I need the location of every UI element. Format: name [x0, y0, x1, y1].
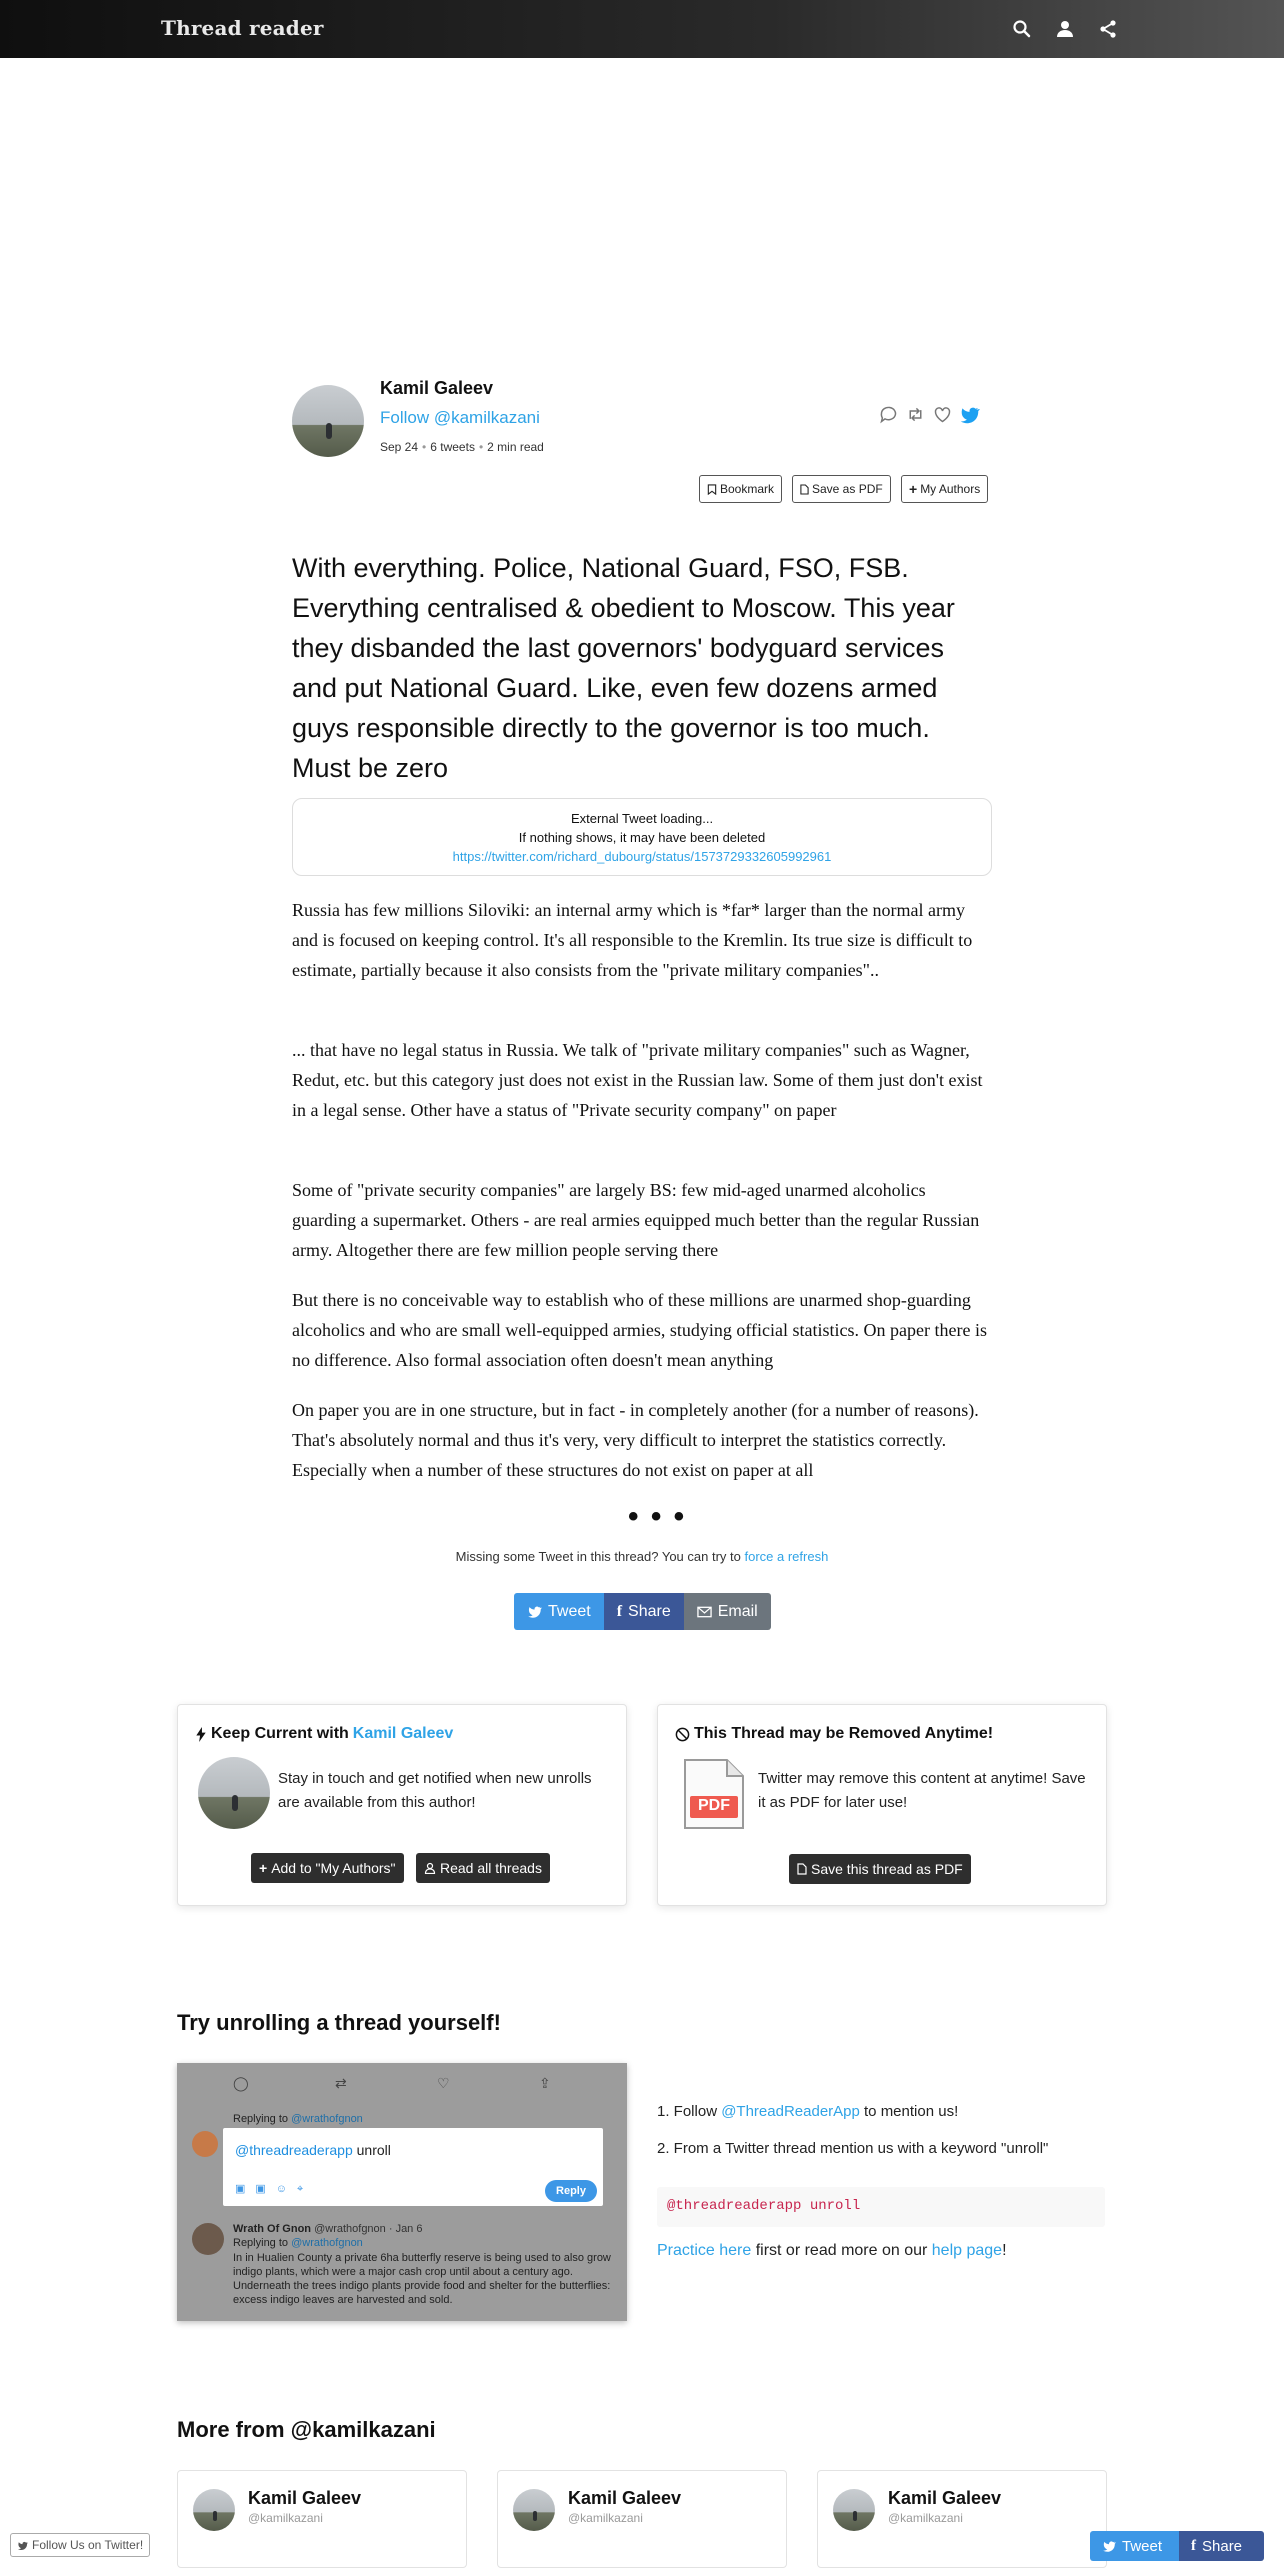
unroll-steps	[657, 2101, 1048, 2175]
thread-lead-tweet: With everything. Police, National Guard, FSO, FSB. Everything centralised & obedient to Moscow. This year they disbanded the last governors' bodyguard services and put National Guard. Like, even few dozens armed guys responsible directly to the governor is too much. Must be zero	[292, 553, 955, 783]
envelope-icon	[697, 1606, 712, 1618]
reply-icon[interactable]	[878, 404, 899, 430]
search-icon[interactable]	[1010, 17, 1034, 41]
thread-date: Sep 24	[380, 440, 419, 454]
tweet-actions	[878, 404, 980, 430]
author-name-link[interactable]: Kamil Galeev	[352, 1725, 454, 1742]
reply-icon: ◯	[233, 2075, 249, 2091]
top-navbar	[0, 0, 1284, 58]
facebook-icon: f	[1191, 2537, 1196, 2554]
thread-meta: Sep 24 • 6 tweets • 2 min read	[380, 440, 544, 454]
pdf-label: PDF	[698, 1797, 730, 1814]
help-page-link[interactable]: help page	[931, 2242, 1003, 2259]
keep-current-text: Stay in touch and get notified when new unrolls are available from this author!	[278, 1770, 592, 1811]
card-title: This Thread may be Removed Anytime!	[675, 1725, 993, 1743]
keep-current-card	[177, 1704, 627, 1906]
demo-compose-tools-icon: ▣▣☺⌖	[235, 2183, 314, 2195]
external-tweet-link[interactable]: https://twitter.com/richard_dubourg/status/1573729332605992961	[452, 849, 832, 864]
author-avatar[interactable]	[198, 1757, 270, 1829]
bookmark-icon	[707, 484, 717, 495]
more-card-author-handle: @kamilkazani	[248, 2511, 323, 2525]
add-to-my-authors-button[interactable]: + Add to "My Authors"	[251, 1853, 404, 1883]
twitter-bird-icon	[17, 2540, 28, 2551]
author-avatar[interactable]	[292, 385, 364, 457]
twitter-bird-icon	[527, 1604, 542, 1619]
my-authors-button[interactable]: + My Authors	[901, 475, 988, 503]
like-icon[interactable]	[932, 404, 953, 430]
follow-us-on-twitter-button[interactable]: Follow Us on Twitter!	[10, 2533, 150, 2557]
step-1: 1. Follow @ThreadReaderApp to mention us!	[657, 2103, 959, 2120]
more-card-author-handle: @kamilkazani	[568, 2511, 643, 2525]
more-card-author-name: Kamil Galeev	[248, 2488, 362, 2508]
ban-icon	[675, 1727, 690, 1742]
save-as-pdf-button[interactable]: Save as PDF	[792, 475, 891, 503]
step-2: 2. From a Twitter thread mention us with a keyword "unroll"	[657, 2140, 1049, 2157]
thread-tweet: ... that have no legal status in Russia. We talk of "private military companies" such as Wagner, Redut, etc. but this category just does not exist in the Russian law. Some of them just don't exist in a legal sense. Other have a status of "Private security company" on paper	[292, 1040, 983, 1120]
share-icon[interactable]	[1096, 17, 1120, 41]
author-avatar	[513, 2489, 555, 2531]
plus-icon: +	[259, 1860, 268, 1876]
pdf-document-icon	[683, 1758, 745, 1830]
demo-user-avatar	[192, 2131, 218, 2157]
more-thread-card[interactable]	[177, 2470, 467, 2568]
demo-tweet-body: In in Hualien County a private 6ha butterfly reserve is being used to also grow indigo plants, which were a major cash crop until about a century ago. Underneath the trees indigo plants provide food and shelter for the butterflies: excess indigo leaves are harvested and sold.	[233, 2252, 611, 2306]
user-outline-icon	[424, 1862, 436, 1874]
follow-author-link[interactable]: Follow @kamilkazani	[380, 408, 540, 427]
thread-tweet: Russia has few millions Siloviki: an internal army which is *far* larger than the normal army and is focused on keeping control. It's all responsible to the Kremlin. Its true size is difficult to estimate, partially because it also consists from the "private military companies"..	[292, 900, 973, 980]
removed-card-text: Twitter may remove this content at anytime! Save it as PDF for later use!	[758, 1770, 1086, 1811]
missing-tweet-notice: Missing some Tweet in this thread? You can try to force a refresh	[455, 1549, 829, 1564]
facebook-icon: f	[616, 1602, 623, 1620]
more-card-author-name: Kamil Galeev	[568, 2488, 682, 2508]
author-avatar	[193, 2489, 235, 2531]
practice-text: Practice here first or read more on our help page!	[657, 2242, 1007, 2259]
demo-replying-to: Replying to @wrathofgnon	[233, 2113, 363, 2125]
thread-tweet-count: 6 tweets	[430, 440, 475, 454]
bolt-icon	[195, 1727, 207, 1742]
share-buttons	[514, 1593, 771, 1630]
bookmark-button[interactable]: Bookmark	[699, 475, 782, 503]
user-icon[interactable]	[1053, 17, 1077, 41]
file-pdf-icon	[800, 484, 809, 495]
thread-tweet: Some of "private security companies" are largely BS: few mid-aged unarmed alcoholics guarding a supermarket. Others - are real armies equipped much better than the regular Russian army. Altogether there are few million people serving there	[292, 1180, 980, 1260]
read-all-threads-button[interactable]: Read all threads	[416, 1853, 550, 1883]
upload-icon: ⇪	[539, 2075, 551, 2091]
more-thread-card[interactable]	[497, 2470, 787, 2568]
more-card-author-handle: @kamilkazani	[888, 2511, 963, 2525]
twitter-bird-icon	[1102, 2539, 1116, 2553]
bottom-tweet-button[interactable]: Tweet	[1090, 2531, 1179, 2561]
save-thread-as-pdf-button[interactable]: Save this thread as PDF	[789, 1854, 971, 1884]
retweet-icon[interactable]	[905, 404, 926, 430]
thread-tweet: On paper you are in one structure, but in fact - in completely another (for a number of reasons). That's absolutely normal and thus it's very, very difficult to interpret the statistics correctly. Especially when a number of these structures do not exist on paper at all	[292, 1400, 979, 1480]
bottom-share-button[interactable]: f Share	[1179, 2531, 1264, 2561]
demo-author-name: Wrath Of Gnon @wrathofgnon · Jan 6	[233, 2223, 423, 2235]
facebook-share-button[interactable]: f Share	[604, 1593, 684, 1630]
author-name[interactable]: Kamil Galeev	[380, 378, 494, 398]
demo-reply-button: Reply	[545, 2180, 597, 2202]
thread-end-ellipsis: • • •	[628, 1500, 687, 1533]
more-thread-card[interactable]	[817, 2470, 1107, 2568]
plus-icon: +	[909, 481, 918, 497]
practice-here-link[interactable]: Practice here	[657, 2242, 752, 2259]
demo-replying-to: Replying to @wrathofgnon	[233, 2237, 363, 2249]
card-title: Keep Current with Kamil Galeev	[195, 1725, 453, 1743]
unroll-command-code: @threadreaderapp unroll	[657, 2187, 1105, 2227]
like-icon: ♡	[437, 2075, 450, 2091]
retweet-icon: ⇄	[335, 2075, 347, 2091]
try-unrolling-heading: Try unrolling a thread yourself!	[177, 2010, 501, 2035]
demo-author-avatar	[192, 2223, 224, 2255]
external-tweet-box: External Tweet loading... If nothing shows, it may have been deleted https://twitter.com/richard_dubourg/status/1573729332605992961	[292, 798, 992, 876]
brand-logo[interactable]: Thread reader	[161, 16, 324, 40]
force-refresh-link[interactable]: force a refresh	[744, 1549, 829, 1564]
twitter-bird-icon[interactable]	[959, 404, 980, 430]
more-from-heading: More from @kamilkazani	[177, 2417, 436, 2442]
threadreaderapp-link[interactable]: @ThreadReaderApp	[721, 2103, 860, 2120]
author-avatar	[833, 2489, 875, 2531]
thread-read-time: 2 min read	[487, 440, 544, 454]
more-card-author-name: Kamil Galeev	[888, 2488, 1002, 2508]
demo-compose-box: @threadreaderapp unroll ▣▣☺⌖	[223, 2128, 603, 2206]
tweet-share-button[interactable]: Tweet	[514, 1593, 604, 1630]
file-pdf-icon	[797, 1863, 807, 1875]
thread-tweet: But there is no conceivable way to establish who of these millions are unarmed shop-guarding alcoholics and who are small well-equipped armies, studying official statistics. On paper there is no difference. Also formal association often doesn't mean anything	[292, 1290, 987, 1370]
unroll-demo-image	[177, 2063, 627, 2321]
email-share-button[interactable]: Email	[684, 1593, 771, 1630]
